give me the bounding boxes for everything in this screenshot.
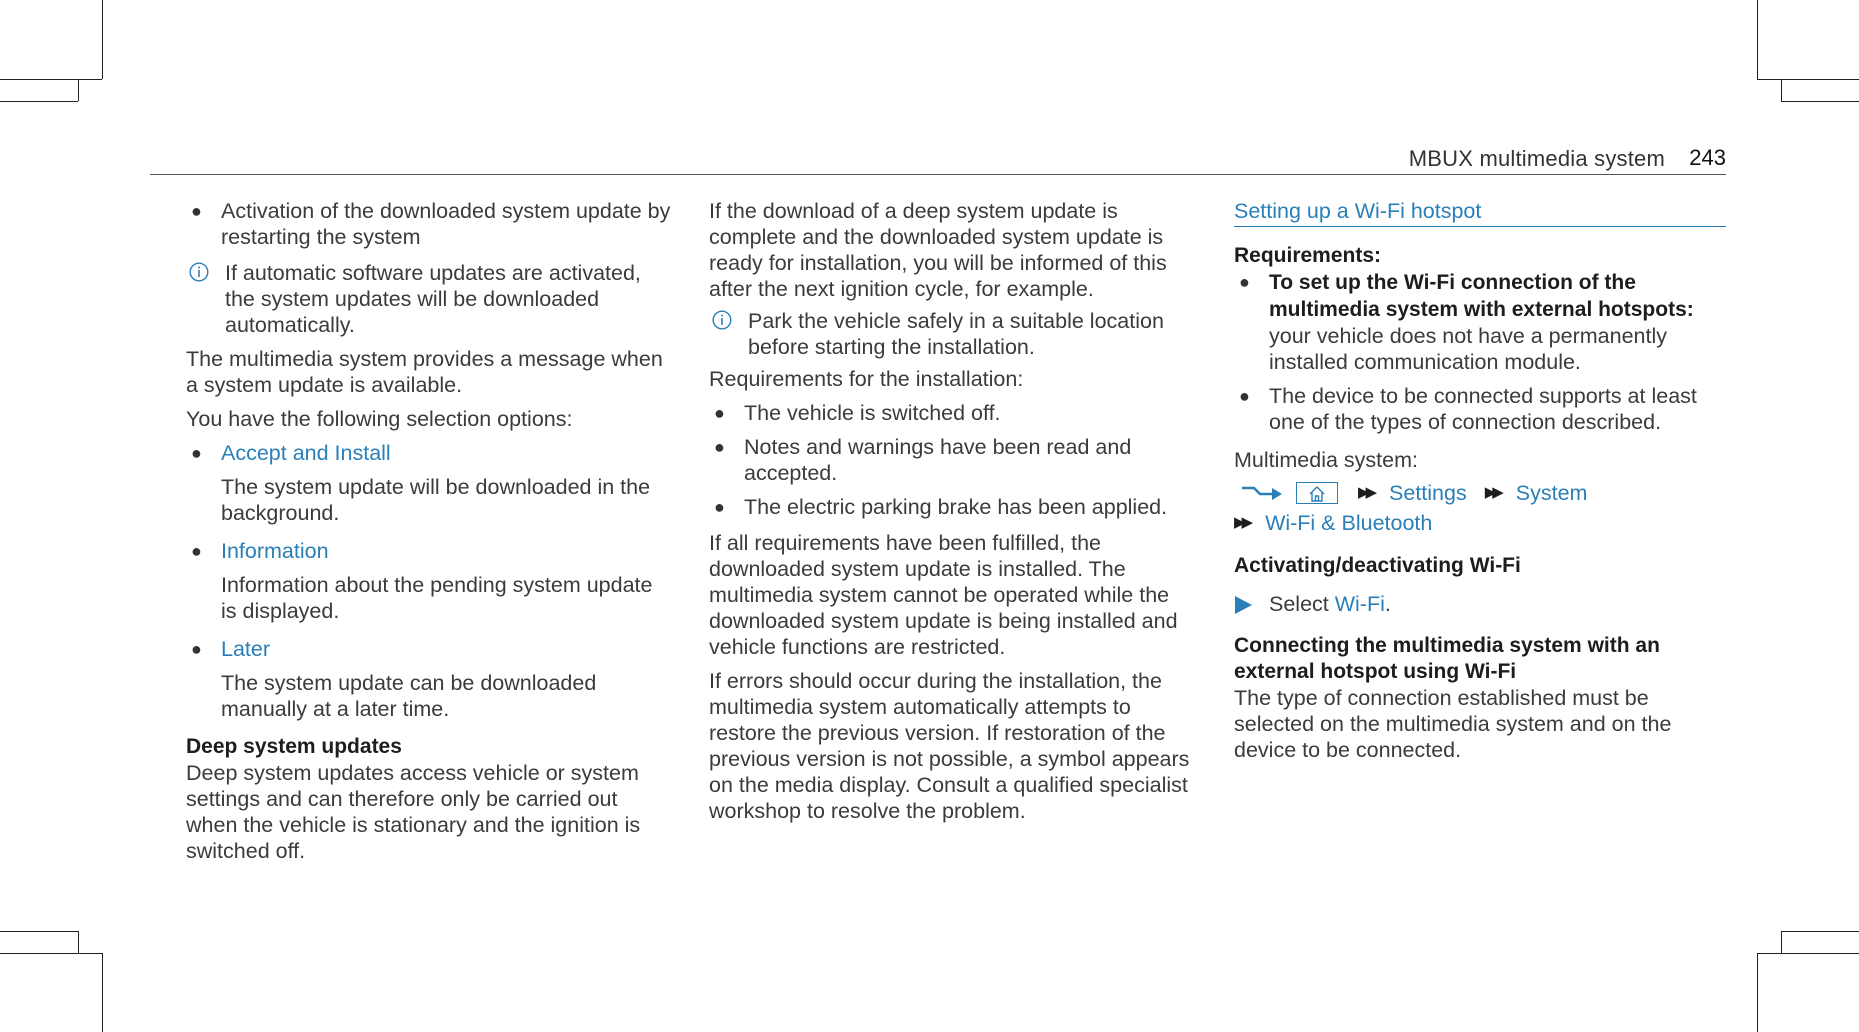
crop-mark: [1757, 79, 1859, 80]
paragraph: Deep system updates access vehicle or system settings and can therefore only be carried out when the vehicle is stationary and the ignition is switched off.: [186, 761, 641, 863]
crop-mark: [0, 953, 102, 954]
running-header: [150, 144, 1726, 172]
info-note: [186, 260, 672, 338]
bullet-icon: ●: [1239, 386, 1250, 406]
page-number: 243: [1689, 145, 1726, 170]
bullet-text: Activation of the downloaded system update by restarting the system: [221, 199, 671, 249]
header-rule: [150, 174, 1726, 175]
double-chevron-icon: ▶▶: [1357, 484, 1374, 502]
crop-mark: [1781, 79, 1782, 101]
double-chevron-icon: ▶▶: [1234, 514, 1250, 532]
list-item: [186, 198, 672, 250]
crop-mark: [1757, 953, 1758, 1032]
bullet-icon: ●: [1239, 272, 1250, 292]
info-icon: [189, 262, 209, 282]
enter-arrow-icon: [1240, 483, 1284, 503]
nav-wifi-bluetooth: Wi-Fi & Bluetooth: [1265, 511, 1433, 536]
bullet-icon: ●: [191, 443, 202, 463]
nav-settings: Settings: [1389, 481, 1467, 506]
bullet-text: The electric parking brake has been applied.: [744, 495, 1168, 519]
connecting-heading: Connecting the multimedia system with an external hotspot using Wi-Fi: [1234, 634, 1660, 683]
action-step: [1234, 591, 1726, 617]
crop-mark: [78, 79, 79, 101]
bullet-icon: ●: [714, 403, 725, 423]
list-item: [186, 538, 672, 564]
crop-mark: [1781, 931, 1859, 932]
bullet-text: The vehicle is switched off.: [744, 401, 1001, 425]
list-item: [1234, 383, 1726, 435]
requirement-text: your vehicle does not have a permanently installed communication module.: [1269, 324, 1667, 374]
step-arrow-icon: [1234, 595, 1253, 615]
requirements-heading: Requirements:: [1234, 244, 1382, 267]
requirement-bold: To set up the Wi-Fi connection of the multimedia system with external hotspots:: [1269, 271, 1694, 321]
crop-mark: [1757, 953, 1859, 954]
bullet-icon: ●: [191, 639, 202, 659]
crop-mark: [78, 931, 79, 953]
multimedia-label: Multimedia system:: [1234, 448, 1418, 472]
option-later: Later: [221, 637, 271, 661]
bullet-icon: ●: [191, 541, 202, 561]
paragraph: If all requirements have been fulfilled, the downloaded system update is installed. The multimedia system cannot be operated while the downloaded system update is being installed and vehicle functions are restricted.: [709, 531, 1178, 659]
crop-mark: [0, 79, 102, 80]
option-description: Information about the pending system update is displayed.: [221, 573, 653, 623]
crop-mark: [0, 101, 78, 102]
crop-mark: [102, 953, 103, 1032]
bullet-text: Notes and warnings have been read and accepted.: [744, 435, 1132, 485]
list-item: [186, 440, 672, 466]
info-text: Park the vehicle safely in a suitable location before starting the installation.: [748, 309, 1164, 359]
nav-path: [1234, 479, 1726, 507]
crop-mark: [1781, 101, 1859, 102]
paragraph: You have the following selection options:: [186, 407, 573, 431]
column-1: [186, 198, 672, 864]
deep-updates-heading: Deep system updates: [186, 735, 402, 758]
step-link-wifi: Wi-Fi: [1334, 592, 1385, 616]
option-description: The system update will be downloaded in the background.: [221, 475, 651, 525]
bullet-icon: ●: [191, 201, 202, 221]
section-title: Setting up a Wi-Fi hotspot: [1234, 198, 1726, 227]
list-item: [1234, 269, 1726, 375]
bullet-icon: ●: [714, 497, 725, 517]
list-item: [186, 636, 672, 662]
crop-mark: [0, 931, 78, 932]
column-2: [709, 198, 1202, 824]
option-information: Information: [221, 539, 329, 563]
column-3: [1234, 198, 1726, 763]
info-icon: [712, 310, 732, 330]
paragraph: If the download of a deep system update is complete and the downloaded system update is ready for installation, you will be informed of this after the next ignition cycle, for example.: [709, 199, 1167, 301]
paragraph: The type of connection established must be selected on the multimedia system and on the device to be connected.: [1234, 686, 1672, 762]
bullet-icon: ●: [714, 437, 725, 457]
paragraph: Requirements for the installation:: [709, 367, 1024, 391]
double-chevron-icon: ▶▶: [1484, 484, 1500, 502]
info-text: If automatic software updates are activated, the system updates will be downloaded automatically.: [225, 261, 641, 337]
home-icon: [1307, 485, 1327, 503]
option-description: The system update can be downloaded manually at a later time.: [221, 671, 597, 721]
activating-heading: Activating/deactivating Wi-Fi: [1234, 554, 1521, 577]
crop-mark: [1781, 931, 1782, 953]
nav-path-continued: [1234, 509, 1726, 537]
bullet-text: The device to be connected supports at least one of the types of connection described.: [1269, 384, 1697, 434]
step-prefix: Select: [1269, 592, 1335, 616]
step-suffix: .: [1384, 592, 1391, 616]
list-item: [709, 400, 1202, 426]
info-note: [709, 308, 1202, 360]
crop-mark: [102, 0, 103, 79]
list-item: [709, 494, 1202, 520]
header-title: MBUX multimedia system: [1408, 146, 1665, 171]
nav-system: System: [1515, 481, 1588, 506]
option-accept-install: Accept and Install: [221, 441, 391, 465]
paragraph: The multimedia system provides a message when a system update is available.: [186, 347, 663, 397]
crop-mark: [1757, 0, 1758, 79]
home-button: [1296, 482, 1338, 504]
paragraph: If errors should occur during the installation, the multimedia system automatically attempts to restore the previous version. If restoration of the previous version is not possible, a symbol appears on the media display. Consult a qualified specialist workshop to resolve the problem.: [709, 669, 1190, 823]
list-item: [709, 434, 1202, 486]
